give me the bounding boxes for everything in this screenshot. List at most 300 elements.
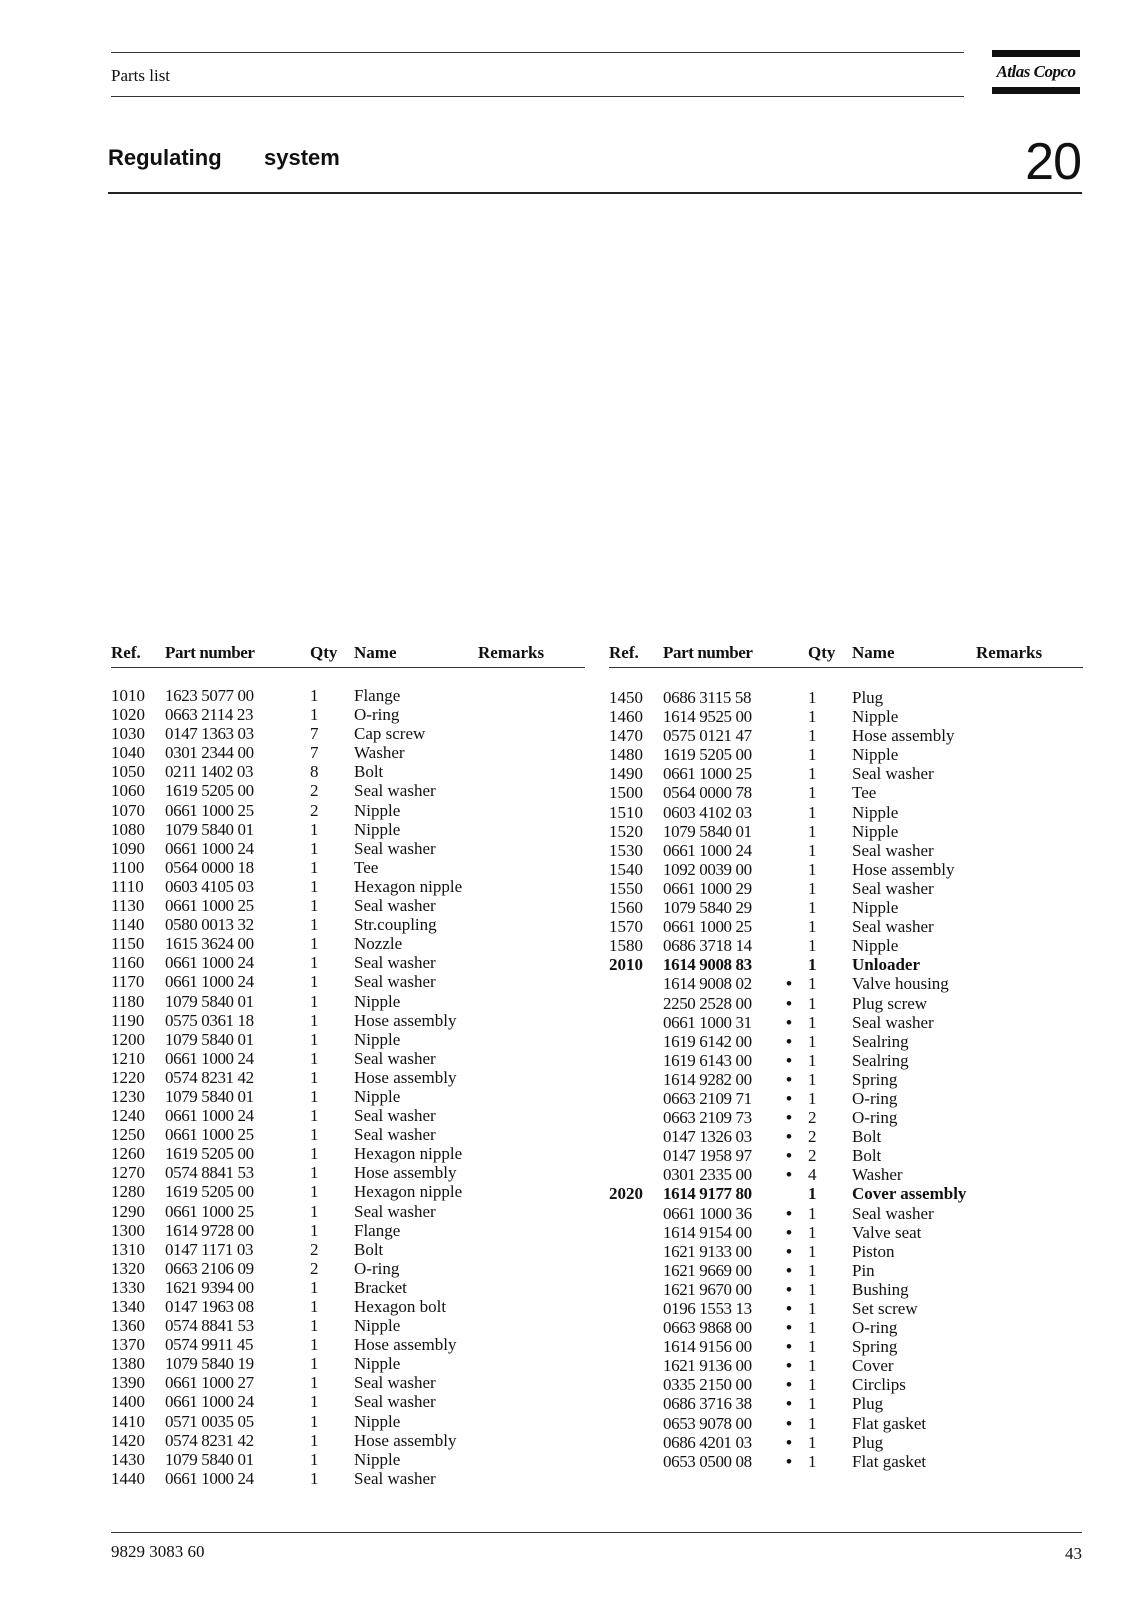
table-row (111, 762, 585, 781)
cell-ref: 1080 (111, 819, 145, 839)
cell-qty: 1 (808, 1337, 817, 1357)
cell-name: Cap screw (354, 724, 426, 744)
cell-qty: 1 (808, 783, 817, 803)
table-header-rule (609, 667, 1083, 668)
cell-name: Nipple (852, 936, 899, 956)
cell-qty: 1 (808, 1356, 817, 1376)
cell-part-number: 1614 9282 00 (663, 1069, 752, 1089)
subpart-bullet: • (786, 1318, 792, 1338)
cell-name: Hose assembly (354, 1163, 457, 1183)
cell-ref: 1100 (111, 857, 145, 877)
subpart-bullet: • (786, 1279, 792, 1299)
cell-qty: 1 (808, 1069, 817, 1089)
cell-ref: 1450 (609, 688, 643, 707)
cell-name: Hexagon nipple (354, 1182, 463, 1202)
cell-name: Nipple (852, 745, 899, 765)
cell-ref: 1420 (111, 1430, 145, 1450)
cell-ref: 1290 (111, 1201, 145, 1221)
cell-ref: 1490 (609, 764, 643, 784)
table-row (111, 1278, 585, 1297)
cell-part-number: 0301 2335 00 (663, 1165, 752, 1185)
cell-qty: 1 (310, 705, 319, 725)
cell-name: Plug (852, 688, 884, 707)
table-row (609, 1452, 1083, 1471)
cell-name: Plug screw (852, 993, 928, 1013)
cell-qty: 1 (310, 915, 319, 935)
atlas-copco-logo (992, 50, 1080, 94)
cell-part-number: 1079 5840 01 (165, 1029, 254, 1049)
cell-name: Hose assembly (354, 1067, 457, 1087)
cell-name: Seal washer (852, 1203, 934, 1223)
cell-name: Seal washer (354, 896, 436, 916)
table-row (609, 783, 1083, 802)
cell-ref: 1050 (111, 762, 145, 782)
cell-name: Seal washer (852, 878, 934, 898)
cell-name: Bushing (852, 1279, 909, 1299)
cell-part-number: 0603 4105 03 (165, 876, 254, 896)
table-row (609, 1127, 1083, 1146)
cell-part-number: 1079 5840 01 (165, 1086, 254, 1106)
cell-name: Nipple (354, 1316, 401, 1336)
cell-part-number: 0335 2150 00 (663, 1375, 752, 1395)
cell-name: Seal washer (354, 1201, 436, 1221)
cell-ref: 1300 (111, 1220, 145, 1240)
cell-name: Nozzle (354, 934, 403, 954)
cell-ref: 1130 (111, 896, 145, 916)
cell-ref: 1160 (111, 953, 145, 973)
table-row (609, 841, 1083, 860)
cell-name: Hexagon bolt (354, 1297, 447, 1316)
table-row (111, 801, 585, 820)
cell-name: Hexagon nipple (354, 1144, 463, 1164)
cell-part-number: 0661 1000 25 (165, 1201, 254, 1221)
cell-ref: 1410 (111, 1411, 145, 1431)
cell-ref: 1190 (111, 1010, 145, 1030)
cell-part-number: 1621 9394 00 (165, 1277, 254, 1297)
table-row (111, 1202, 585, 1221)
cell-qty: 1 (310, 1201, 319, 1221)
cell-name: Seal washer (354, 781, 436, 801)
cell-part-number: 1092 0039 00 (663, 859, 752, 879)
table-row (111, 686, 585, 705)
table-row (609, 879, 1083, 898)
cell-qty: 1 (808, 1375, 817, 1395)
table-row (609, 955, 1083, 974)
cell-name: Cover assembly (852, 1184, 967, 1204)
table-row (111, 1011, 585, 1030)
subpart-bullet: • (786, 1432, 792, 1452)
cell-qty: 1 (808, 1413, 817, 1433)
cell-name: Seal washer (354, 1125, 436, 1145)
cell-qty: 1 (808, 1088, 817, 1108)
table-row (609, 1375, 1083, 1394)
table-row (609, 1299, 1083, 1318)
cell-part-number: 0661 1000 25 (165, 800, 254, 820)
cell-qty: 1 (808, 745, 817, 765)
cell-qty: 1 (808, 726, 817, 746)
cell-qty: 1 (808, 1222, 817, 1242)
table-row (609, 1261, 1083, 1280)
cell-name: Nipple (354, 1029, 401, 1049)
subpart-bullet: • (786, 1050, 792, 1070)
cell-qty: 1 (310, 1048, 319, 1068)
cell-name: Bolt (354, 762, 384, 782)
cell-part-number: 0571 0035 05 (165, 1411, 254, 1431)
cell-ref: 1170 (111, 972, 145, 992)
cell-qty: 1 (808, 1279, 817, 1299)
cell-name: Bolt (852, 1146, 882, 1166)
table-row (111, 972, 585, 991)
cell-name: Hose assembly (354, 1010, 457, 1030)
cell-qty: 1 (310, 686, 319, 705)
parts-table-left (111, 643, 585, 1488)
cell-part-number: 1614 9525 00 (663, 707, 752, 727)
table-header (111, 643, 585, 667)
cell-qty: 1 (310, 1029, 319, 1049)
table-row (609, 745, 1083, 764)
cell-name: Hexagon nipple (354, 876, 463, 896)
cell-part-number: 0196 1553 13 (663, 1299, 752, 1318)
table-row (111, 1125, 585, 1144)
table-row (609, 1013, 1083, 1032)
cell-name: Seal washer (852, 917, 934, 937)
cell-part-number: 1615 3624 00 (165, 934, 254, 954)
table-row (111, 1182, 585, 1201)
cell-name: O-ring (354, 1258, 400, 1278)
cell-part-number: 1623 5077 00 (165, 686, 254, 705)
col-header-remarks: Remarks (976, 643, 1043, 662)
page-number: 43 (1065, 1544, 1082, 1563)
cell-ref: 1460 (609, 707, 643, 727)
cell-ref: 1380 (111, 1354, 145, 1374)
cell-ref: 1230 (111, 1086, 145, 1106)
cell-part-number: 0661 1000 36 (663, 1203, 752, 1223)
table-row (609, 1337, 1083, 1356)
table-row (609, 1146, 1083, 1165)
table-row (111, 1106, 585, 1125)
cell-part-number: 0663 9868 00 (663, 1318, 752, 1338)
table-row (609, 917, 1083, 936)
cell-name: Sealring (852, 1050, 909, 1070)
subpart-bullet: • (786, 1394, 792, 1414)
cell-part-number: 1614 9177 80 (663, 1184, 752, 1204)
cell-part-number: 2250 2528 00 (663, 993, 752, 1013)
cell-part-number: 0686 3716 38 (663, 1394, 752, 1414)
table-row (609, 1032, 1083, 1051)
table-row (111, 1412, 585, 1431)
subpart-bullet: • (786, 1337, 792, 1357)
cell-part-number: 1079 5840 29 (663, 898, 752, 918)
section-label: Parts list (111, 66, 171, 85)
cell-part-number: 0574 8841 53 (165, 1163, 254, 1183)
subpart-bullet: • (786, 1203, 792, 1223)
cell-ref: 1220 (111, 1067, 145, 1087)
cell-name: Nipple (852, 821, 899, 841)
cell-qty: 1 (808, 1241, 817, 1261)
table-row (609, 1204, 1083, 1223)
cell-part-number: 0686 3718 14 (663, 936, 752, 956)
cell-qty: 1 (310, 1373, 319, 1393)
cell-name: Flange (354, 1220, 401, 1240)
cell-part-number: 0661 1000 24 (165, 972, 254, 992)
table-row (111, 877, 585, 896)
cell-part-number: 0574 9911 45 (165, 1335, 254, 1355)
cell-qty: 1 (808, 1031, 817, 1051)
cell-name: Unloader (852, 955, 920, 975)
page-title-word1: Regulating (108, 145, 222, 170)
cell-qty: 1 (808, 1394, 817, 1414)
cell-name: Nipple (354, 1411, 401, 1431)
cell-ref: 1360 (111, 1316, 145, 1336)
cell-qty: 1 (808, 1050, 817, 1070)
cell-name: Nipple (852, 898, 899, 918)
cell-part-number: 1619 5205 00 (165, 1182, 254, 1202)
cell-qty: 4 (808, 1165, 817, 1185)
subpart-bullet: • (786, 1375, 792, 1395)
cell-name: Plug (852, 1394, 884, 1414)
cell-name: Tee (852, 783, 877, 803)
cell-ref: 1480 (609, 745, 643, 765)
cell-ref: 1570 (609, 917, 643, 937)
cell-ref: 1270 (111, 1163, 145, 1183)
cell-ref: 1060 (111, 781, 145, 801)
subpart-bullet: • (786, 1241, 792, 1261)
cell-qty: 1 (310, 819, 319, 839)
cell-name: Hose assembly (852, 859, 955, 879)
cell-name: Sealring (852, 1031, 909, 1051)
table-row (609, 1051, 1083, 1070)
cell-ref: 1540 (609, 859, 643, 879)
subpart-bullet: • (786, 1356, 792, 1376)
cell-ref: 1510 (609, 802, 643, 822)
table-row (609, 1108, 1083, 1127)
footer-rule (111, 1532, 1082, 1533)
cell-part-number: 1079 5840 01 (165, 991, 254, 1011)
cell-name: O-ring (852, 1088, 898, 1108)
cell-part-number: 0661 1000 29 (663, 878, 752, 898)
page-title-word2: system (264, 145, 340, 170)
cell-ref: 2010 (609, 955, 643, 975)
table-row (111, 896, 585, 915)
cell-ref: 1440 (111, 1468, 145, 1488)
cell-ref: 1280 (111, 1182, 145, 1202)
cell-part-number: 1619 5205 00 (165, 1144, 254, 1164)
cell-name: Seal washer (354, 953, 436, 973)
table-row (111, 858, 585, 877)
cell-name: O-ring (852, 1108, 898, 1128)
table-header-rule (111, 667, 585, 668)
table-row (609, 898, 1083, 917)
table-row (609, 1280, 1083, 1299)
logo-text: Atlas Copco (996, 62, 1076, 81)
table-row (609, 1356, 1083, 1375)
cell-name: Seal washer (354, 972, 436, 992)
cell-qty: 1 (808, 1203, 817, 1223)
cell-qty: 1 (310, 1086, 319, 1106)
cell-qty: 2 (808, 1108, 817, 1128)
cell-qty: 1 (808, 821, 817, 841)
cell-qty: 1 (310, 1335, 319, 1355)
cell-part-number: 0211 1402 03 (165, 762, 254, 782)
cell-qty: 1 (310, 1182, 319, 1202)
table-row (111, 705, 585, 724)
subpart-bullet: • (786, 1088, 792, 1108)
table-row (111, 1297, 585, 1316)
cell-name: Bolt (852, 1127, 882, 1147)
cell-name: Seal washer (852, 840, 934, 860)
cell-qty: 1 (808, 955, 817, 975)
cell-qty: 1 (310, 1392, 319, 1412)
cell-qty: 1 (310, 1277, 319, 1297)
cell-part-number: 0661 1000 25 (165, 896, 254, 916)
cell-name: Seal washer (354, 1048, 436, 1068)
cell-part-number: 0574 8231 42 (165, 1067, 254, 1087)
cell-name: Spring (852, 1337, 898, 1357)
cell-qty: 2 (808, 1127, 817, 1147)
cell-name: Seal washer (852, 1012, 934, 1032)
subpart-bullet: • (786, 1451, 792, 1471)
cell-qty: 1 (808, 917, 817, 937)
table-row (609, 1433, 1083, 1452)
subpart-bullet: • (786, 993, 792, 1013)
table-row (111, 915, 585, 934)
table-row (111, 839, 585, 858)
cell-qty: 1 (310, 1449, 319, 1469)
cell-qty: 1 (808, 993, 817, 1013)
table-row (609, 1089, 1083, 1108)
cell-qty: 1 (808, 1260, 817, 1280)
cell-part-number: 0147 1326 03 (663, 1127, 752, 1147)
cell-part-number: 0661 1000 27 (165, 1373, 254, 1393)
cell-ref: 1550 (609, 878, 643, 898)
cell-ref: 1370 (111, 1335, 145, 1355)
cell-name: Washer (354, 743, 405, 763)
cell-qty: 1 (310, 1163, 319, 1183)
cell-qty: 2 (310, 781, 319, 801)
cell-qty: 1 (310, 876, 319, 896)
cell-name: Valve seat (852, 1222, 922, 1242)
cell-ref: 1180 (111, 991, 145, 1011)
cell-part-number: 0686 3115 58 (663, 688, 752, 707)
cell-part-number: 0301 2344 00 (165, 743, 254, 763)
cell-part-number: 0663 2109 71 (663, 1088, 752, 1108)
table-row (111, 1431, 585, 1450)
cell-part-number: 1079 5840 19 (165, 1354, 254, 1374)
cell-ref: 1140 (111, 915, 145, 935)
header-top-rule (111, 52, 964, 53)
table-row (111, 1392, 585, 1411)
table-row (111, 1373, 585, 1392)
cell-qty: 1 (310, 1354, 319, 1374)
cell-name: Nipple (354, 1086, 401, 1106)
cell-ref: 1390 (111, 1373, 145, 1393)
cell-part-number: 0564 0000 18 (165, 857, 254, 877)
cell-name: Seal washer (354, 838, 436, 858)
table-row (609, 764, 1083, 783)
cell-qty: 1 (310, 1468, 319, 1488)
col-header-remarks: Remarks (478, 643, 545, 662)
cell-part-number: 0147 1958 97 (663, 1146, 752, 1166)
cell-qty: 1 (808, 840, 817, 860)
cell-name: Washer (852, 1165, 903, 1185)
subpart-bullet: • (786, 1069, 792, 1089)
cell-part-number: 0663 2109 73 (663, 1108, 752, 1128)
cell-part-number: 0564 0000 78 (663, 783, 752, 803)
cell-qty: 7 (310, 724, 319, 744)
cell-part-number: 0661 1000 25 (663, 764, 752, 784)
cell-name: Flat gasket (852, 1413, 927, 1433)
cell-part-number: 0661 1000 24 (165, 1468, 254, 1488)
cell-part-number: 1614 9008 83 (663, 955, 752, 975)
cell-ref: 1430 (111, 1449, 145, 1469)
subpart-bullet: • (786, 1146, 792, 1166)
subpart-bullet: • (786, 1413, 792, 1433)
cell-name: Hose assembly (354, 1335, 457, 1355)
table-row (609, 803, 1083, 822)
subpart-bullet: • (786, 1299, 792, 1318)
cell-ref: 1250 (111, 1125, 145, 1145)
cell-name: Seal washer (354, 1106, 436, 1126)
cell-qty: 2 (808, 1146, 817, 1166)
cell-ref: 1040 (111, 743, 145, 763)
cell-name: Piston (852, 1241, 895, 1261)
cell-qty: 1 (808, 878, 817, 898)
cell-qty: 1 (808, 764, 817, 784)
cell-part-number: 0661 1000 24 (663, 840, 752, 860)
table-row (609, 822, 1083, 841)
cell-part-number: 0661 1000 24 (165, 1106, 254, 1126)
cell-name: Nipple (852, 707, 899, 727)
cell-ref: 1070 (111, 800, 145, 820)
subpart-bullet: • (786, 1108, 792, 1128)
cell-qty: 1 (310, 1125, 319, 1145)
cell-ref: 1400 (111, 1392, 145, 1412)
cell-name: Hose assembly (354, 1430, 457, 1450)
table-row (609, 707, 1083, 726)
table-row (111, 1450, 585, 1469)
cell-name: Seal washer (354, 1373, 436, 1393)
cell-qty: 2 (310, 800, 319, 820)
cell-name: Bolt (354, 1239, 384, 1259)
cell-qty: 1 (310, 953, 319, 973)
cell-ref: 1560 (609, 898, 643, 918)
table-body (609, 688, 1083, 1471)
cell-part-number: 1614 9156 00 (663, 1337, 752, 1357)
cell-qty: 1 (808, 1432, 817, 1452)
col-header-part-number: Part number (165, 643, 255, 662)
cell-part-number: 1079 5840 01 (165, 819, 254, 839)
cell-qty: 1 (808, 688, 817, 707)
table-row (609, 994, 1083, 1013)
table-row (609, 726, 1083, 745)
cell-name: Hose assembly (852, 726, 955, 746)
subpart-bullet: • (786, 1222, 792, 1242)
cell-name: Bracket (354, 1277, 407, 1297)
table-body (111, 686, 585, 1488)
cell-part-number: 0574 8231 42 (165, 1430, 254, 1450)
cell-ref: 1500 (609, 783, 643, 803)
cell-qty: 2 (310, 1239, 319, 1259)
cell-ref: 1310 (111, 1239, 145, 1259)
chapter-number: 20 (1025, 133, 1081, 191)
cell-part-number: 0661 1000 24 (165, 953, 254, 973)
cell-qty: 2 (310, 1258, 319, 1278)
cell-ref: 1320 (111, 1258, 145, 1278)
cell-name: O-ring (354, 705, 400, 725)
cell-qty: 1 (310, 857, 319, 877)
cell-part-number: 1619 6143 00 (663, 1050, 752, 1070)
cell-name: Nipple (354, 800, 401, 820)
